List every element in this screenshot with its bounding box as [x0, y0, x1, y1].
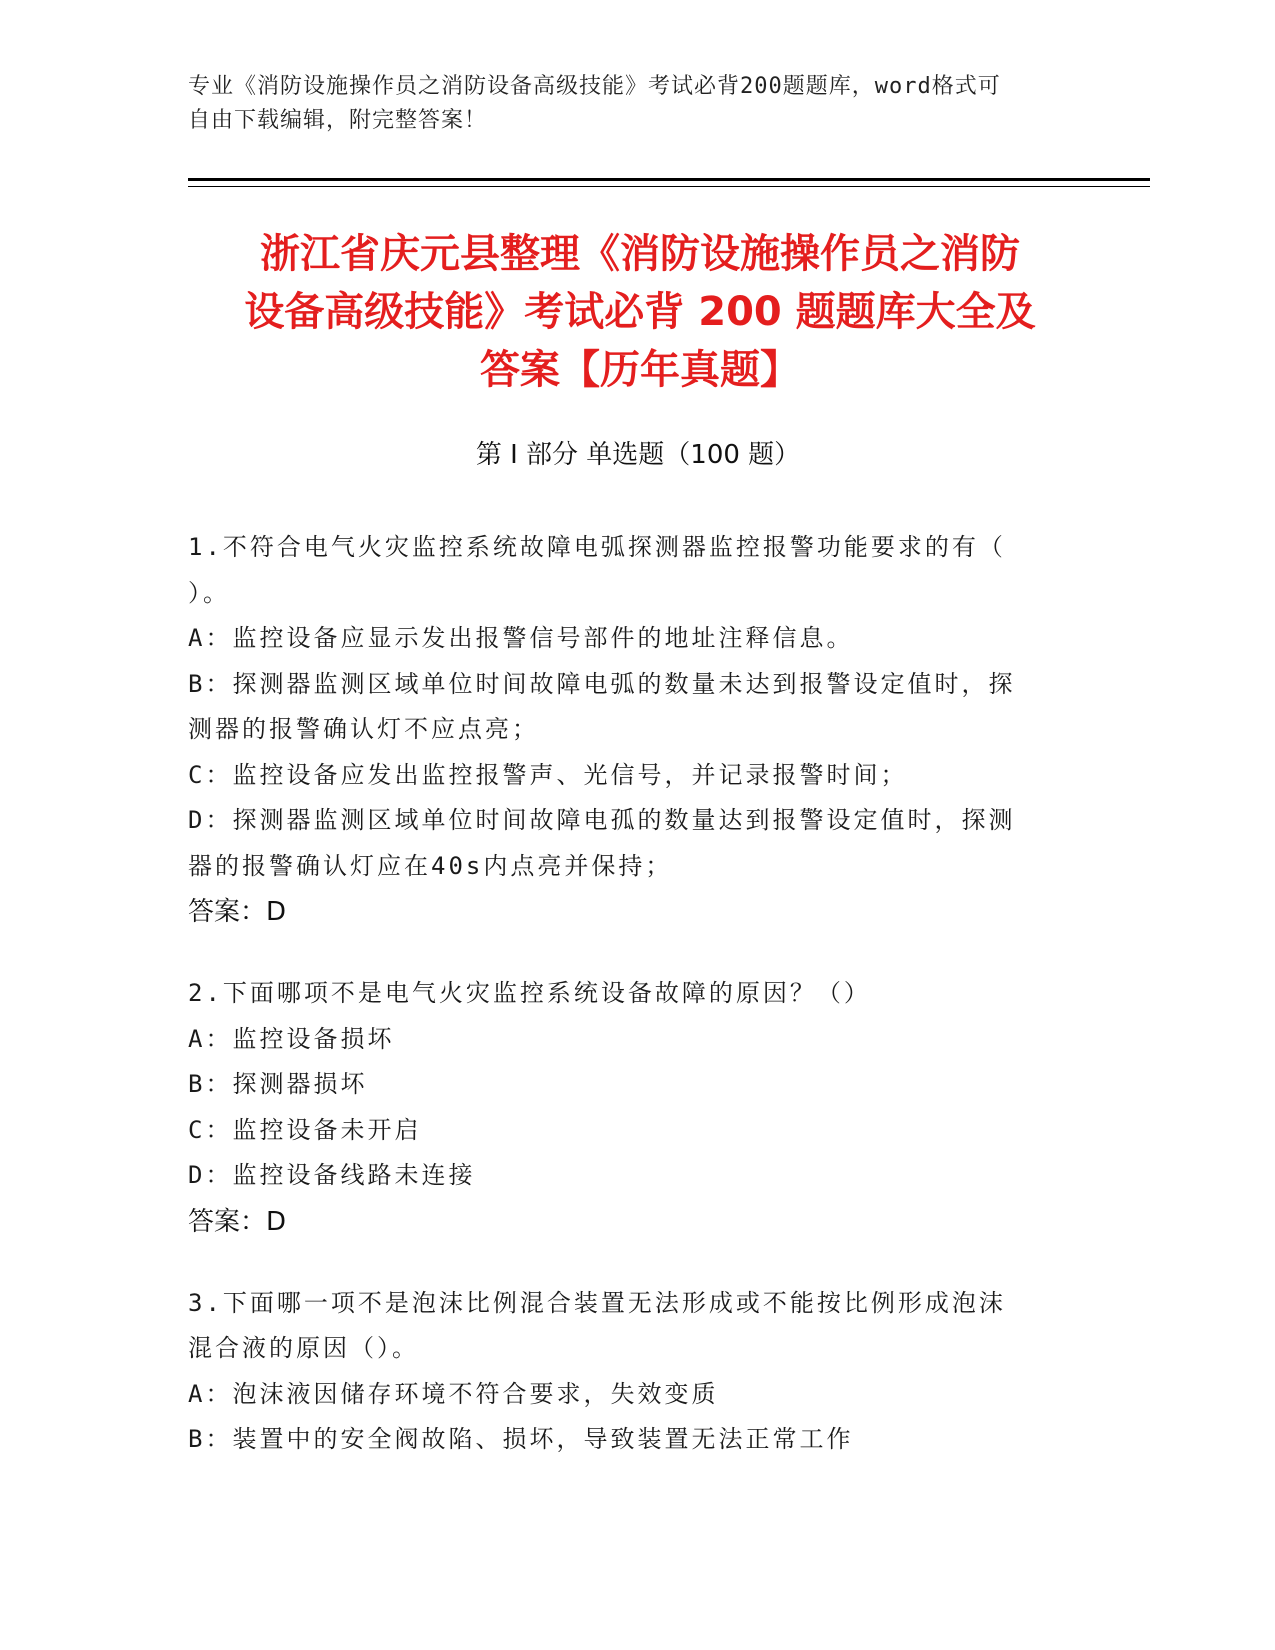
header-note-line-2: 自由下载编辑，附完整答案！ [188, 108, 488, 133]
answer: 答案：D [188, 1206, 287, 1237]
question-stem-continued: 混合液的原因（）。 [188, 1334, 419, 1362]
document-title [160, 225, 1120, 399]
document-title-line-3: 答案【历年真题】 [480, 347, 800, 393]
option-c: C：监控设备应发出监控报警声、光信号，并记录报警时间； [188, 760, 908, 789]
header-divider-thick [188, 178, 1150, 181]
question-stem: 1.不符合电气火灾监控系统故障电弧探测器监控报警功能要求的有（ [188, 533, 1006, 561]
option-a: A：监控设备损坏 [188, 1024, 395, 1053]
option-d: D：探测器监测区域单位时间故障电孤的数量达到报警设定值时，探测 [188, 806, 1016, 834]
option-b: B：装置中的安全阀故陷、损坏，导致装置无法正常工作 [188, 1425, 854, 1453]
option-b: B：探测器监测区域单位时间故障电弧的数量未达到报警设定值时，探 [188, 669, 1016, 698]
document-title-line-2: 设备高级技能》考试必背 200 题题库大全及 [244, 289, 1036, 335]
option-a: A：泡沫液因储存环境不符合要求，失效变质 [188, 1379, 719, 1408]
question-stem: 2.下面哪项不是电气火灾监控系统设备故障的原因？（） [188, 979, 871, 1007]
document-title-line-1: 浙江省庆元县整理《消防设施操作员之消防 [260, 231, 1020, 277]
header-note [188, 70, 1068, 138]
option-d: D：监控设备线路未连接 [188, 1161, 476, 1189]
option-b: B：探测器损坏 [188, 1070, 368, 1098]
answer: 答案：D [188, 897, 287, 927]
question-1 [188, 525, 1068, 935]
header-note-line-1: 专业《消防设施操作员之消防设备高级技能》考试必背200题题库，word格式可 [188, 74, 1001, 99]
option-c: C：监控设备未开启 [188, 1115, 422, 1144]
question-2 [188, 971, 1068, 1245]
section-title: 第 I 部分 单选题（100 题） [475, 440, 801, 470]
option-a: A：监控设备应显示发出报警信号部件的地址注释信息。 [188, 624, 854, 652]
option-b-continued: 测器的报警确认灯不应点亮； [188, 715, 539, 743]
option-d-continued: 器的报警确认灯应在40s内点亮并保持； [188, 851, 673, 880]
question-stem: 3.下面哪一项不是泡沫比例混合装置无法形成或不能按比例形成泡沫 [188, 1288, 1006, 1317]
header-divider-thin [188, 186, 1150, 187]
question-stem-continued: ）。 [188, 578, 230, 607]
question-list [188, 525, 1068, 1499]
question-3 [188, 1281, 1068, 1463]
